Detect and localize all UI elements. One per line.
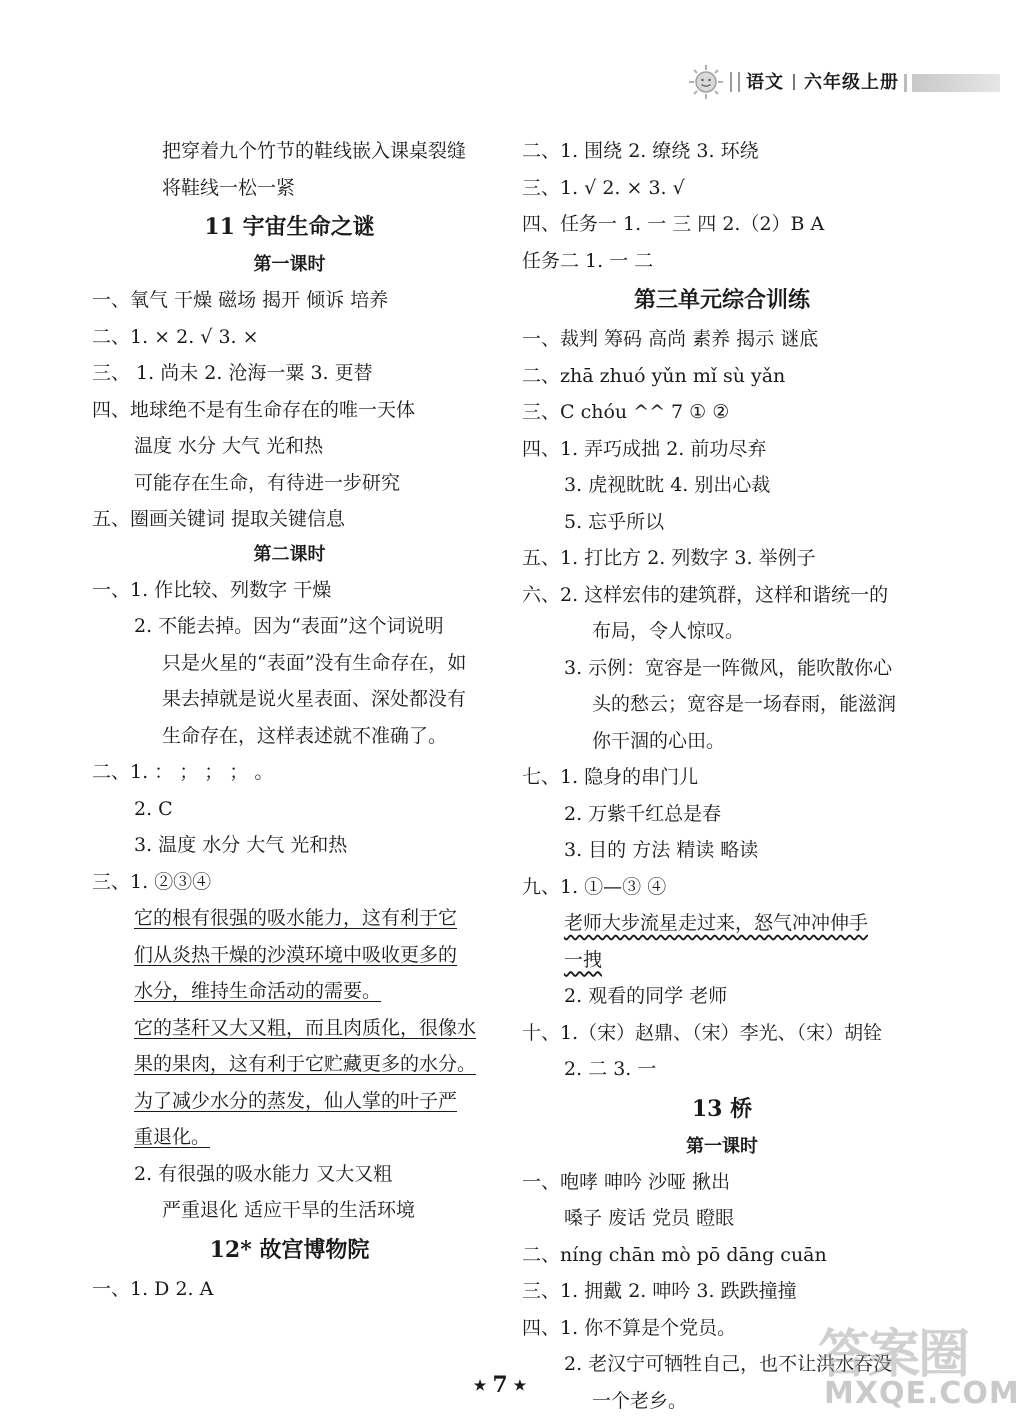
answer-line: 2. 观看的同学 老师 xyxy=(564,985,728,1007)
right-column xyxy=(522,133,922,1419)
answer-line: 生命存在，这样表述就不准确了。 xyxy=(162,724,448,747)
header-divider xyxy=(730,72,740,92)
answer-line: 三、C chóu ^^ 7 ① ② xyxy=(522,401,730,423)
answer-line: 2. 有很强的吸水能力 又大又粗 xyxy=(134,1162,393,1185)
answer-line: 七、1. 隐身的串门儿 xyxy=(522,766,699,788)
left-column xyxy=(92,133,487,1307)
answer-line: 2. 不能去掉。因为“表面”这个词说明 xyxy=(134,615,444,637)
answer-line: 3. 目的 方法 精读 略读 xyxy=(564,839,759,861)
answer-line: 一个老乡。 xyxy=(592,1389,688,1412)
watermark-top: 答案圈 xyxy=(818,1324,969,1385)
answer-line: 3. 示例：宽容是一阵微风，能吹散你心 xyxy=(564,656,893,679)
answer-line: 四、地球绝不是有生命存在的唯一天体 xyxy=(92,398,416,421)
answer-line: 一、1. 作比较、列数字 干燥 xyxy=(92,578,332,601)
section-title: 13 桥 xyxy=(691,1095,753,1122)
answer-line: 5. 忘乎所以 xyxy=(564,510,665,533)
answer-line: 为了减少水分的蒸发，仙人掌的叶子严 xyxy=(134,1089,458,1112)
answer-line: 三、1. √ 2. × 3. √ xyxy=(522,176,685,199)
lesson-title: 第一课时 xyxy=(686,1135,758,1157)
answer-line: 果的果肉，这有利于它贮藏更多的水分。 xyxy=(134,1053,477,1075)
answer-line: 六、2. 这样宏伟的建筑群，这样和谐统一的 xyxy=(522,583,889,606)
answer-line: 三、 1. 尚未 2. 沧海一粟 3. 更替 xyxy=(92,362,373,384)
answer-line: 一、氧气 干燥 磁场 揭开 倾诉 培养 xyxy=(92,289,389,311)
section-title: 11 宇宙生命之谜 xyxy=(204,214,375,240)
answer-line: 一、裁判 筹码 高尚 素养 揭示 谜底 xyxy=(522,328,819,350)
lesson-title: 第二课时 xyxy=(253,543,326,565)
answer-line: 三、1. 拥戴 2. 呻吟 3. 跌跌撞撞 xyxy=(522,1280,797,1302)
answer-line: 三、1. ②③④ xyxy=(92,870,212,893)
page-number-text: 7 xyxy=(492,1372,508,1398)
answer-line: 它的根有很强的吸水能力，这有利于它 xyxy=(134,907,458,929)
answer-line: 五、圈画关键词 提取关键信息 xyxy=(92,508,346,530)
answer-line: 头的愁云；宽容是一场春雨，能滋润 xyxy=(592,693,897,715)
answer-line: 它的茎秆又大又粗，而且肉质化，很像水 xyxy=(134,1016,477,1039)
answer-line: 把穿着九个竹节的鞋线嵌入课桌裂缝 xyxy=(162,140,467,162)
answer-line: 一、咆哮 呻吟 沙哑 揪出 xyxy=(522,1170,731,1193)
watermark xyxy=(790,1312,1020,1423)
answer-line: 一、1. D 2. A xyxy=(92,1277,214,1300)
answer-line: 任务二 1. 一 二 xyxy=(522,249,654,272)
answer-line: 2. 老汉宁可牺牲自己，也不让洪水吞没 xyxy=(564,1353,893,1375)
answer-line: 重退化。 xyxy=(134,1126,211,1148)
answer-line: 四、1. 弄巧成拙 2. 前功尽弃 xyxy=(522,437,767,460)
header-strip xyxy=(912,74,1000,92)
answer-line: 3. 温度 水分 大气 光和热 xyxy=(134,834,348,856)
answer-line: 二、1. × 2. √ 3. × xyxy=(92,325,259,348)
answer-line: 你干涸的心田。 xyxy=(592,729,726,752)
answer-line: 四、1. 你不算是个党员。 xyxy=(522,1316,737,1339)
subject-label: 语文 xyxy=(746,72,784,93)
answer-line: 二、1. 围绕 2. 缭绕 3. 环绕 xyxy=(522,140,759,162)
answer-line: 九、1. ①—③ ④ xyxy=(522,875,667,898)
answer-line: 二、1. ： ； ； ； 。 xyxy=(92,761,274,783)
answer-line: 四、任务一 1. 一 三 四 2.（2）B A xyxy=(522,213,825,235)
answer-line: 2. 万紫千红总是春 xyxy=(564,802,722,825)
section-title: 第三单元综合训练 xyxy=(633,287,810,313)
answer-line: 3. 虎视眈眈 4. 别出心裁 xyxy=(564,474,771,496)
answer-line: 老师大步流星走过来，怒气冲冲伸手 xyxy=(564,912,869,934)
answer-line: 果去掉就是说火星表面、深处都没有 xyxy=(162,688,467,710)
section-title: 12* 故宫博物院 xyxy=(209,1236,370,1263)
answer-line: 布局，令人惊叹。 xyxy=(592,620,745,642)
answer-line: 五、1. 打比方 2. 列数字 3. 举例子 xyxy=(522,547,816,569)
lesson-title: 第一课时 xyxy=(253,254,326,275)
answer-line: 可能存在生命，有待进一步研究 xyxy=(134,471,401,494)
answer-line: 2. 二 3. 一 xyxy=(564,1058,657,1080)
answer-line: 将鞋线一松一紧 xyxy=(162,176,296,199)
answer-line: 温度 水分 大气 光和热 xyxy=(134,435,324,457)
star-icon: ★ xyxy=(473,1378,487,1394)
answer-line: 水分，维持生命活动的需要。 xyxy=(134,980,382,1002)
answer-line: 只是火星的“表面”没有生命存在，如 xyxy=(162,651,467,674)
answer-line: 嗓子 废话 党员 瞪眼 xyxy=(564,1207,735,1229)
page-header xyxy=(680,62,1000,102)
grade-label: 六年级上册 xyxy=(804,72,899,93)
answer-line: 一拽 xyxy=(564,948,603,971)
answer-line: 二、zhā zhuó yǔn mǐ sù yǎn xyxy=(522,364,786,387)
answer-line: 2. C xyxy=(134,797,173,820)
answer-line: 二、níng chān mò pō dāng cuān xyxy=(522,1243,827,1266)
answer-line: 十、1.（宋）赵鼎、（宋）李光、（宋）胡铨 xyxy=(522,1021,883,1044)
answer-line: 严重退化 适应干旱的生活环境 xyxy=(162,1199,416,1221)
star-icon: ★ xyxy=(513,1378,527,1394)
sun-icon xyxy=(688,64,724,100)
watermark-bottom: MXQE.COM xyxy=(824,1376,1020,1411)
answer-line: 们从炎热干燥的沙漠环境中吸收更多的 xyxy=(134,943,458,966)
header-title xyxy=(746,68,899,94)
